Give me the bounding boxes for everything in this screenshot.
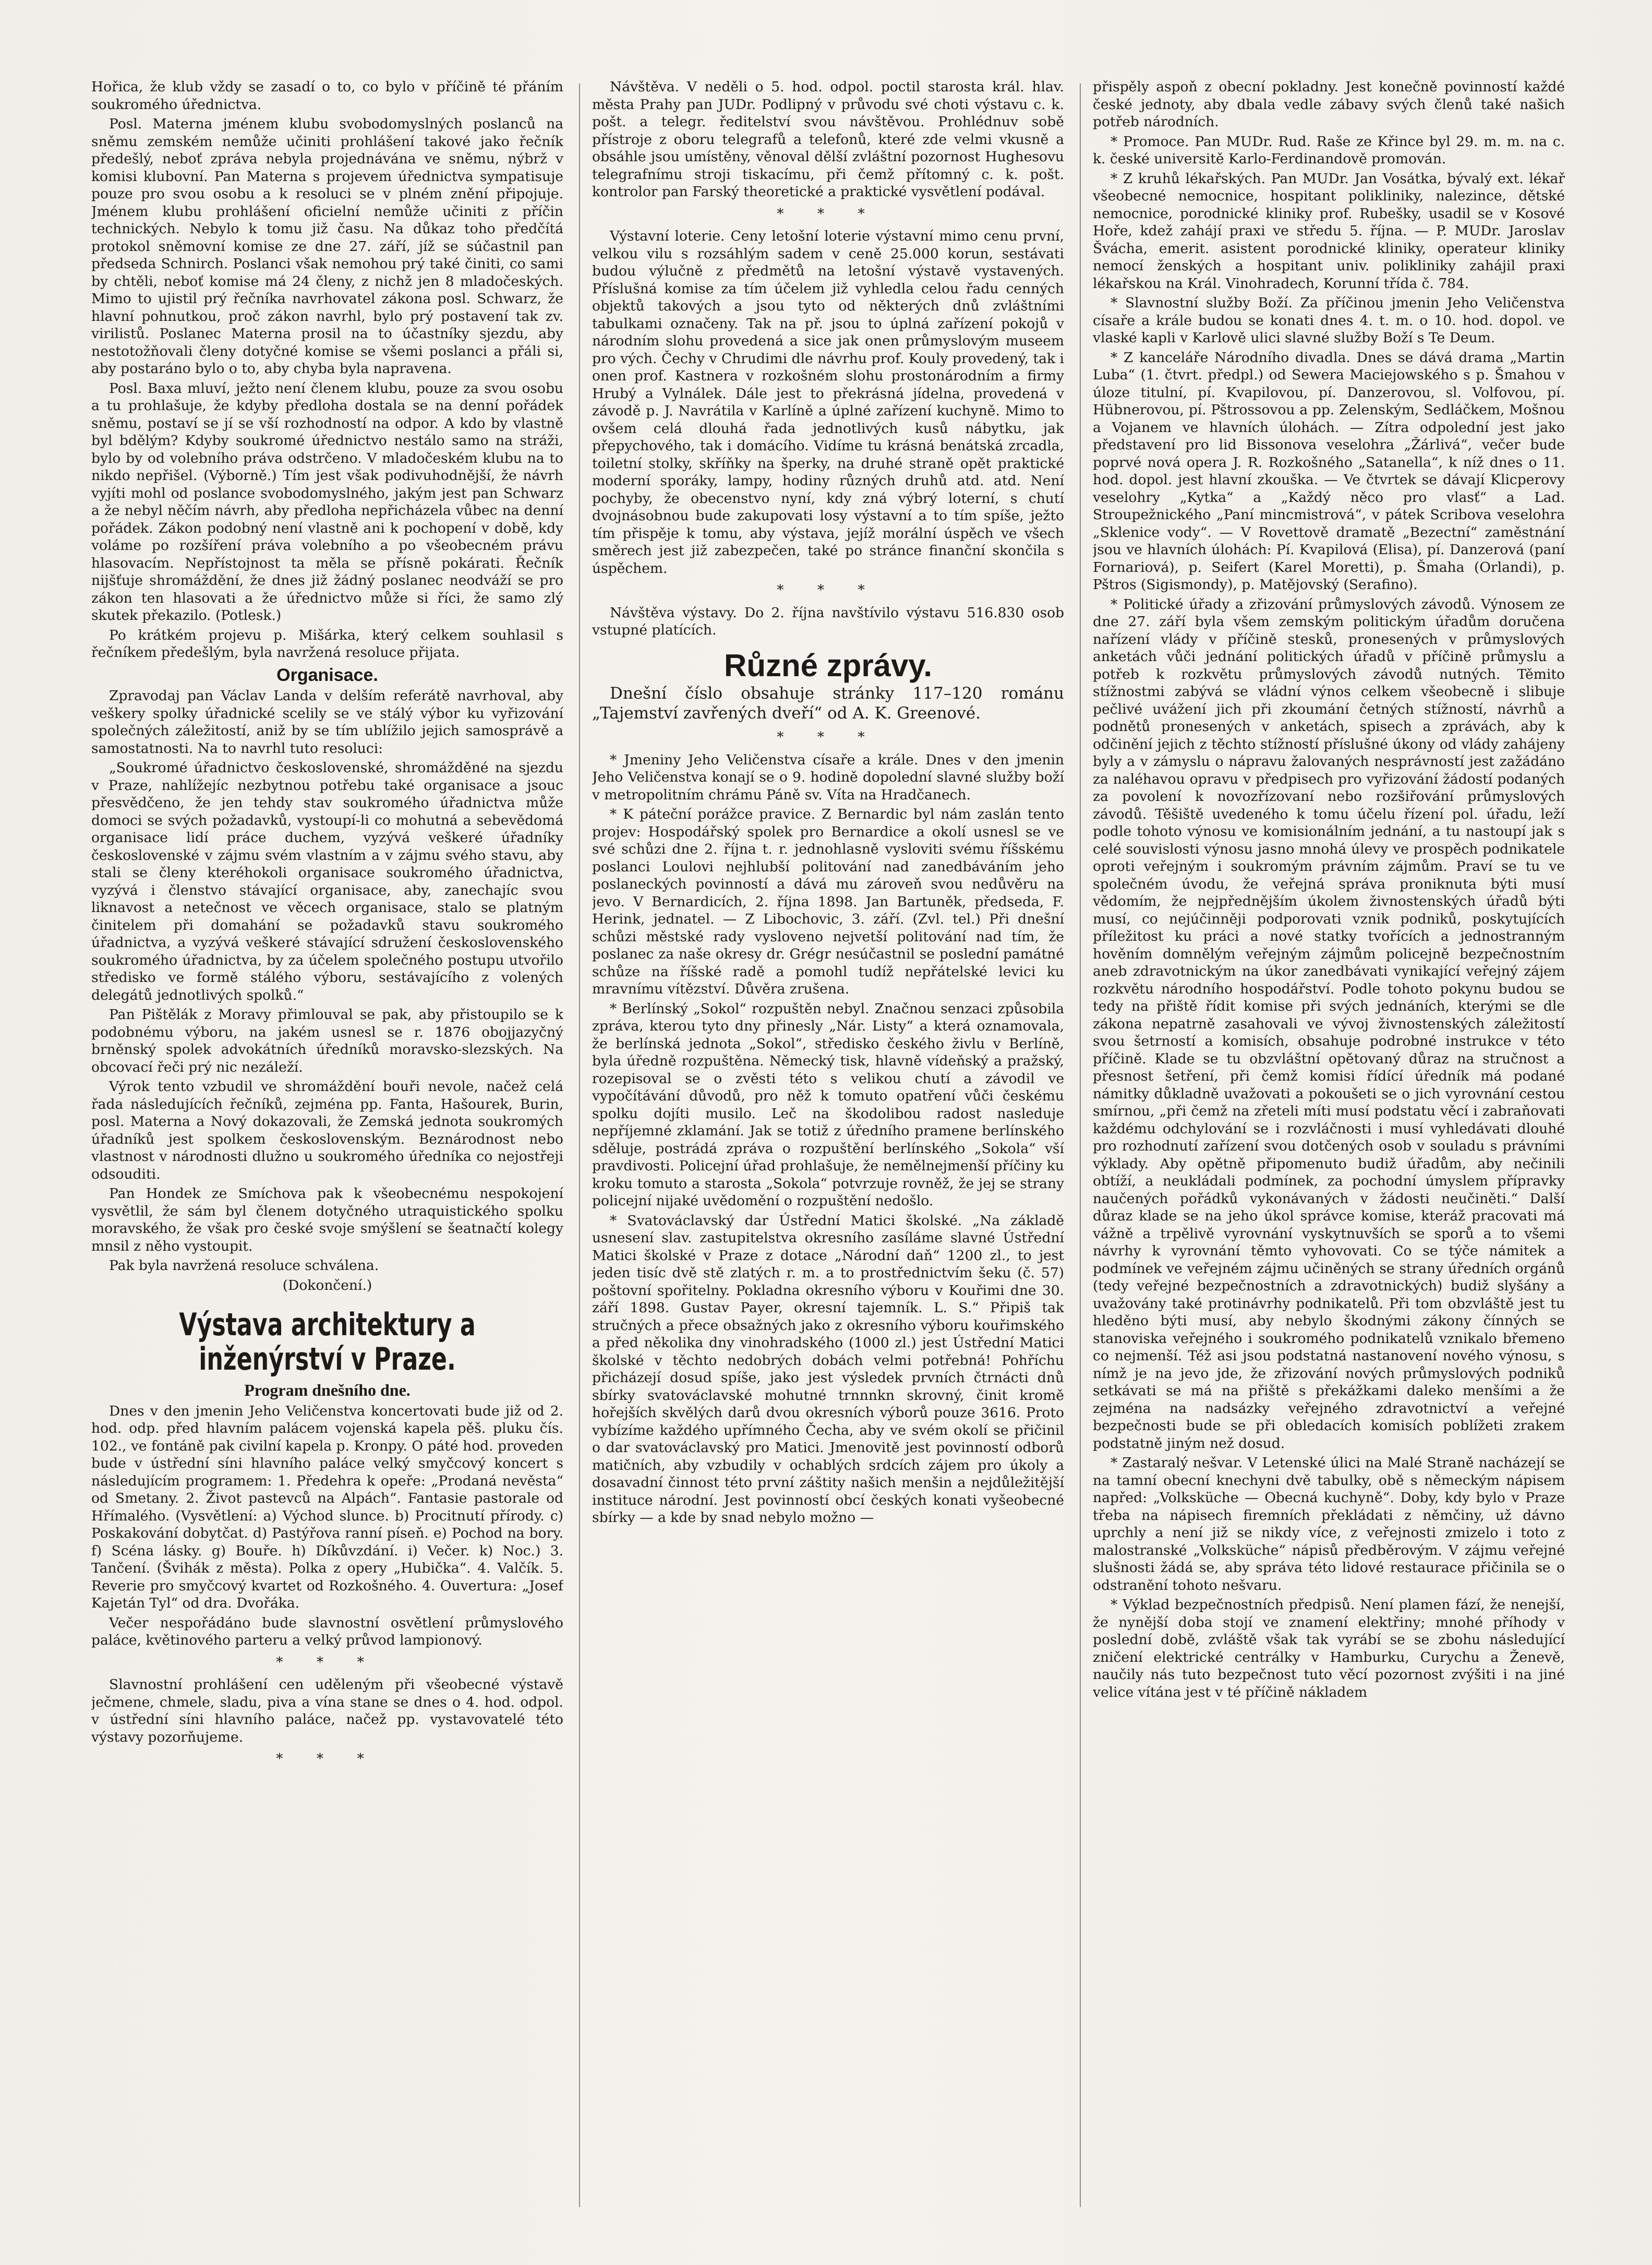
paragraph: Pan Pištělák z Moravy přimlouval se pak, aby přistoupilo se k podobnému výboru, na jakém usnesl se r. 1876 obojjazyčný brněnský spolek advokátních úředníků moravsko-slezských. Na obcovací řeči prý nic nezáleží. <box>91 1006 563 1075</box>
separator-stars: * * * <box>777 729 879 745</box>
paragraph: Návštěva výstavy. Do 2. října navštívilo výstavu 516.830 osob vstupné platících. <box>592 604 1064 638</box>
column-left <box>91 78 563 2207</box>
lead-paragraph: Dnešní číslo obsahuje stránky 117–120 románu „Tajemství zavřených dveří“ od A. K. Greenové. <box>592 684 1064 723</box>
paragraph: * Promoce. Pan MUDr. Rud. Raše ze Křince byl 29. m. m. na c. k. české universitě Karlo-Ferdinandově promován. <box>1093 133 1565 167</box>
subheading-program: Program dnešního dne. <box>244 1381 411 1399</box>
separator-stars: * * * <box>777 205 879 222</box>
paragraph: * Z kanceláře Národního divadla. Dnes se dává drama „Martin Luba“ (1. čtvrt. předpl.) od Sewera Maciejowského s p. Šmahou v úloze titulní, pí. Kvapilovou, pí. Danzerovou, sl. Volfovou, pí. Hübnerovou, pí. Pštrossovou a pp. Zelenským, Sedláčkem, Mošnou a Vojanem ve hlavních úlohách. — Zítra odpolední jest jako představení pro lid Bissonova veselohra „Žárlivá“, večer bude poprvé nová opera J. R. Rozkošného „Satanella“, k níž dnes o 11. hod. dopol. jest hlavní zkouška. — Ve čtvrtek se dávají Klicperovy veselohry „Kytka“ a „Každý něco pro vlasť“ a Lad. Stroupežnického „Paní mincmistrová“, v pátek Scribova veselohra „Sklenice vody“. — V Rovettově dramatě „Bezectní“ zaměstnání jsou ve hlavních úlohách: Pí. Kvapilová (Elisa), pí. Danzerová (paní Fornariová), p. Seifert (Karel Moretti), p. Šmaha (Orlandi), p. Pštros (Sigismondy), p. Matějovský (Serafino). <box>1093 349 1565 593</box>
paragraph: * Berlínský „Sokol“ rozpuštěn nebyl. Značnou senzaci způsobila zpráva, kterou tyto dny přinesly „Nár. Listy“ a která oznamovala, že berlínská jednota „Sokol“, středisko českého živlu v Berlíně, byla úředně rozpuštěna. Německý tisk, hlavně vídeňský a pražský, rozepisoval se o zvěsti této s velikou chutí a závodil ve vypočítávání důvodů, pro něž k tomuto opatření vůči českému spolku dojíti musilo. Leč na škodolibou radost nasleduje nepříjemné zklamání. Jak se totiž z úředního pramene berlínského sděluje, postrádá zpráva o rozpuštění berlínského „Sokola“ vší pravdivosti. Policejní úřad prohlašuje, že nemělnejmenší příčiny ku kroku tomuto a starosta „Sokola“ potvrzuje rovněž, že jej se strany policejní nijaké uvědomění o rozpuštění nedošlo. <box>592 1000 1064 1209</box>
paragraph: Posl. Materna jménem klubu svobodomyslných poslanců na sněmu zemském nemůže učiniti prohlášení takové jako řečník předešlý, neboť zpráva nebyla projednávána ve sněmu, nýbrž v komisi klubovní. Pan Materna s projevem úřednictva sympatisuje pouze pro svou osobu a k resoluci se v plném znění připojuje. Jménem klubu prohlášení oficielní nemůže učiniti z příčin technických. Nebylo k tomu již času. Na důkaz toho předčítá protokol sněmovní komise ze dne 27. září, jíž se súčastnil pan předseda Schnirch. Poslanci však nemohou prý také činiti, co sami by chtěli, neboť komise má 24 členy, z nichž jen 8 mladočeských. Mimo to ujistil prý řečníka navrhovatel zákona posl. Schwarz, že hlavní pohnutkou, proč zákon navrhl, bylo prý postavení tak zv. virilistů. Poslanec Materna prosil na to účastníky sjezdu, aby nestotožňovali členy dotyčné komise se všemi poslanci a přáli si, aby postaráno bylo o to, aby chyba byla napravena. <box>91 116 563 377</box>
paragraph: Hořica, že klub vždy se zasadí o to, co bylo v příčině té přáním soukromého úřednictva. <box>91 79 563 113</box>
paragraph: Posl. Baxa mluví, ježto není členem klubu, pouze za svou osobu a tu prohlašuje, že kdyby předloha dostala se na denní pořádek sněmu, postaví se jí se vší rozhodností na odpor. A kdo by vlastně byl bdělým? Kdyby soukromé úřednictvo nestálo samo na stráži, bylo by od volebního práva odstrčeno. V mladočeském klubu na to nikdo nepřišel. (Výborně.) Tím jest však podivuhodnější, že návrh vyjíti mohl od poslance svobodomyslného, jakým jest pan Schwarz a že nebyl něčím návrh, aby předloha nepřicházela vůbec na denní pořádek. Zákon podobný není vlastně ani k pochopení v době, kdy voláme po rozšíření práva volebního a po všeobecném právu hlasovacím. Nepřístojnost ta měla se přísně pokárati. Řečník nijšťuje shromáždění, že dnes již žádný poslanec neodváží se pro zákon ten hlasovati a že úřednictvo může si říci, že samo zlý skutek překazilo. (Potlesk.) <box>91 380 563 624</box>
column-middle <box>592 78 1064 2207</box>
paragraph: * Svatováclavský dar Ústřední Matici školské. „Na základě usnesení slav. zastupitelstva okresního zasíláme slavné Ústřední Matici školské v Praze z dotace „Národní daň“ 1200 zl., to jest jeden tisíc dvě stě zlatých r. m. a to prostřednictvím šeku (č. 57) poštovní spořitelny. Pokladna okresního výboru v Kouřimi dne 30. září 1898. Gustav Payer, okresní tajemník. L. S.“ Připiš tak stručných a přece obsažných jako z okresního výboru kouřimského a před několika dny vinohradského (1000 zl.) jest Ústřední Matici školské v těchto nedobrých dobách velmi potřebná! Pohříchu přicházejí dosud spíše, jako jest výsledek prvních čtrnácti dnů sbírky svatováclavské mohutné trnnnkn skrovný, činit kromě hořejších skvělých darů dvou okresních výborů pouze 3616. Proto vybízíme každého upřímného Čecha, aby ve svém okolí se přičinil o dar svatováclavský pro Matici. Jmenovitě jest povinností odborů matičních, aby vzbudily v ochablých srdcích zájem pro úkoly a dosavadní činnost této první záštity našich menšin a nejdůležitější instituce národní. Jest povinností obcí českých konati vyšeobecné sbírky — a kde by snad nebylo možno — <box>592 1212 1064 1526</box>
column-right <box>1093 78 1565 2207</box>
paragraph: * Slavnostní služby Boží. Za příčinou jmenin Jeho Veličenstva císaře a krále budou se konati dnes 4. t. m. o 10. hod. dopol. ve vlaské kapli v Karlově ulici slavné služby Boží s Te Deum. <box>1093 295 1565 346</box>
paragraph: Dnes v den jmenin Jeho Veličenstva koncertovati bude již od 2. hod. odp. před hlavním palácem vojenská kapela pěš. pluku čís. 102., ve fontáně pak civilní kapela p. Kronpy. O páté hod. proveden bude v ústřední síni hlavního paláce velký smyčcový koncert s následujícím programem: 1. Předehra k opeře: „Prodaná nevěsta“ od Smetany. 2. Život pastevců na Alpách“. Fantasie pastorale od Hřímalého. (Vysvětlení: a) Východ slunce. b) Procitnutí přírody. c) Poskakování dobytčat. d) Pastýřova ranní píseň. e) Pochod na bory. f) Scéna lásky. g) Bouře. h) Díkůvzdání. i) Večer. k) Noc.) 3. Tančení. (Švihák z města). Polka z opery „Hubička“. 4. Valčík. 5. Reverie pro smyčcový kvartet od Rozkošného. 4. Ouvertura: „Josef Kajetán Tyl“ od dra. Dvořáka. <box>91 1403 563 1611</box>
paragraph: Pan Hondek ze Smíchova pak k všeobecnému nespokojení vysvětlil, že sám byl členem dotyčného utraquistického spolku moravského, že však pro české svoje smýšlení se šeatnačtí kolegy mnsil z něho vystoupit. <box>91 1185 563 1254</box>
paragraph: * K páteční porážce pravice. Z Bernardic byl nám zaslán tento projev: Hospodářský spolek pro Bernardice a okolí usnesl se ve své schůzi dne 2. října t. r. jednohlasně vysloviti svému říšskému poslanci Loulovi nejhlubší politování nad zanedbáváním jeho poslaneckých povinností a dává mu zároveň svou nedůvěru na jevo. V Bernardicích, 2. října 1898. Jan Bartuněk, předseda, F. Herink, jednatel. — Z Libochovic, 3. září. (Zvl. tel.) Při dnešní schůzi městské rady vysloveno nejvetší politování nad tím, že poslanec za naše okresy dr. Grégr nesúčastnil se poslední památné schůze na říšské radě a pomohl tudíž nepřátelské levici ku mravnímu vítězství. Důvěra zrušena. <box>592 806 1064 997</box>
paragraph: „Soukromé úřadnictvo československé, shromážděné na sjezdu v Praze, nahlížejíc nezbytnou potřebu také organisace a jsouc přesvědčeno, že jen tehdy stav soukromého úřadnictva může domoci se svých požadavků, vystoupí-li co mohutná a sebevědomá organisace lidí práce duchem, vyzývá veškeré úřadníky československé v zájmu svém vlastním a v zájmu svého stavu, aby stali se členy kteréhokoli organisace soukromého úřadnictva, vyzývá i členstvo stávající organisace, aby, zanechajíc svou liknavost a netečnost ve věcech organisace, stalo se platným činitelem při domahání se požadavků stavu soukromého úřadnictva, a vyzývá veškeré stávající sdružení československého soukromého úřadnictva, by za účelem společného postupu utvořilo středisko ve formě stálého výboru, sestávajícího z volených delegátů jednotlivých spolků.“ <box>91 760 563 1003</box>
paragraph: Pak byla navržená resoluce schválena. <box>109 1257 379 1274</box>
paragraph: * Politické úřady a zřizování průmyslových závodů. Výnosem ze dne 27. září byla všem zemským politickým úřadům doručena nařízení vlády v příčině stesků, pronesených v průmyslových anketách vůči jednání politických úřadů v příčině průmyslu a potřeb k rozkvětu průmyslových závodů nutných. Těmito stížnostmi zabývá se vládní výnos celkem všeobecně i slibuje pečlivé uvážení jich při zkoumání četných stížností, návrhů a podnětů pronesených v anketách, spisech a zprávách, aby k odčinění jejich z těchto stížností příslušné úkony od vlády zahájeny byly a v zámyslu o nápravu žalovaných nesprávností jest zažádáno za naléhavou opravu v předpisech pro vyřizování žádostí podaných za povolení k novozřízovaní nebo rozšiřování průmyslových závodů. Těšiště uvedeného k tomu účelu řízení pol. úřadu, leží podle tohoto výnosu ve komisionálním jednání, a tu nastoupí jak s celé souvislosti výnosu jasno mnohá úlevy ve prospěch podnikatele oproti veřejným i soukromým právním zájmům. Praví se tu ve společném úvodu, že veřejná správa proniknuta býti musí vědomím, že nejpřednějším úkolem živnostenských úřadů býti musí, co nejúčinněji podporovati vznik podniků, poskytujících příležitost ku práci a nové statky tvořících a jednostranným hověním domnělým veřejným zájmům policejně bezpečnostním aneb zdravotnickým na úkor zanedbávati vynikající veřejný zájem rozkvětu národního hospodářství. Podle tohoto pokynu budou se tedy na přiště řídit komise při svých jednáních, kterými se dle zákona nepatrně zasahovali ve vývoj živnostenských záležitostí svou šetrností a komisích, obsahuje podrobné instrukce v této příčině. Klade se tu obzvláštní opětovaný důraz na stručnost a přesnost šetření, při čemž komisi řídící úředník má podané námitky důkladně uvažovati a pokoušeti se o jich vyrovnání cestou smírnou, „při čemž na zřeteli míti musí podstatu věcí i zabraňovati každému odchylování se i rozvláčnosti i musí vyhledávati dlouhé pro rozhodnutí zařízení svou dotčených osob v souladu s právními výklady. Aby opětně připomenuto budiž úřadům, aby nečinili obtíží, a neukládali podmínek, za pochodní úmyslem přípravky naučených pořádků vykonávaných v žádosti neučiněti.“ Další důraz klade se na jeho úkol správce komise, kteráž pracovati má vážně a trpělivě vyrovnání vyskytnuvších se sporů a to všemi návrhy k vyrovnání těmto vyhovovati. Co se týče námitek a podmínek ve veřejném zájmu učiněných se strany úředních orgánů (tedy veřejné bezpečnostních a zdravotnických) budiž slyšány a uvažovány také protinávrhy podnikatelů. Při tom obzvláště jest tu hleděno býti musí, aby nebylo škodnými zákony čínných se stanoviska veřejného i soukromého podnikatelů vznikalo břemeno co nejmenší. Též asi jsou podstatná nastanovení nového výnosu, s nímž je na jevo jde, že zřizování nových průmyslových podniků setkávati se má na přiště s překážkami daleko menšími a že zejména na nadsázky veřejného zdravotnictví a veřejné bezpečnosti bude se při obledacích komisích poblížeti zrakem podstatně jiným než dosud. <box>1093 596 1565 1452</box>
paragraph: Výrok tento vzbudil ve shromáždění bouři nevole, načež celá řada následujících řečníků, zejména pp. Fanta, Hašourek, Burin, posl. Materna a Nový dokazovali, že Zemská jednota soukromých úřadníků jest spolkem československým. Beznárodnost nebo vlastnost v národnosti dlužno u soukromého úředníka co nejostřeji odsouditi. <box>91 1078 563 1182</box>
headline-ruzne-zpravy: Různé zprávy. <box>724 648 932 683</box>
separator-stars: * * * <box>777 582 879 598</box>
separator-stars: * * * <box>276 1653 379 1670</box>
paragraph: Po krátkém projevu p. Mišárka, který celkem souhlasil s řečníkem předešlým, byla navržená resoluce přijata. <box>91 627 563 661</box>
column-rule <box>579 83 580 2207</box>
paragraph: Návštěva. V neděli o 5. hod. odpol. poctil starosta král. hlav. města Prahy pan JUDr. Podlipný v průvodu své choti výstavu c. k. pošt. a telegr. ředitelství svou návštěvou. Prohlédnuv sobě přístroje z oboru telegrafů a telefonů, které zde velmi vkusně a obsáhle jsou umístěny, věnoval dělší zvláštní pozornost Hughesovu telegrafnímu stroji tiskacímu, při čemž přítomný c. k. pošt. kontrolor pan Farský theoretické a praktické vysvětlení podával. <box>592 79 1064 200</box>
headline-vystava: Výstava architektury a inženýrství v Praze. <box>179 1307 476 1377</box>
paragraph: přispěly aspoň z obecní pokladny. Jest konečně povinností každé české jednoty, aby dbala vedle zábavy svých členů také našich potřeb národních. <box>1093 79 1565 130</box>
paragraph: * Výklad bezpečnostních předpisů. Není plamen fází, že nenejší, že nynější doba stojí ve znamení elektřiny; mnohé příhody v poslední době, zvláště však tak vyrábí se se zbohu následující zničení elektrické centrálky v Hamburku, Curychu a Ženevě, naučily nás tuto bezpečnost tuto věcí pozornost zvýšiti i na jiné velice vítána jest v té příčině nákladem <box>1093 1597 1565 1700</box>
continuation-note: (Dokončení.) <box>282 1277 372 1293</box>
paragraph: Večer nespořádáno bude slavnostní osvětlení průmyslového paláce, květinového parteru a velký průvod lampionový. <box>91 1614 563 1648</box>
paragraph: Výstavní loterie. Ceny letošní loterie výstavní mimo cenu první, velkou vilu s rozsáhlým sadem v ceně 25.000 korun, sestávati budou výlučně z předmětů na letošní výstavě vystavených. Příslušná komise za tím účelem již vyhledla celou řadu cenných objektů takových a jsou tyto od některých dnů zvláštními tabulkami označeny. Tak na př. jsou to úplná zařízení pokojů v národním slohu provedená a sice jak onen průmyslovým museem pro vých. Čechy v Chrudimi dle návrhu prof. Kouly provedený, tak i onen prof. Kastnera v rozkošném slohu prostonárodním a firmy Hrubý a Vylnálek. Dále jest to překrásná jídelna, provedená v závodě p. J. Navrátila v Karlíně a úplné zařízení kuchyně. Mimo to ovšem celá dlouhá řada jednotlivých kusů nábytku, jak přepychového, tak i domácího. Vidíme tu krásná benátská zrcadla, toiletní stolky, skříňky na šperky, na druhé straně opět praktické moderní sporáky, lampy, hodiny různých druhů atd. atd. Není pochyby, že obecenstvo nyní, kdy zná výbrý loterní, s chutí dvojnásobnou bude zakupovati losy výstavní a to tím spíše, ježto tím přispěje k tomu, aby výstava, jejíž morální úspěch ve všech směrech jest již zabezpečen, také po stránce finanční skončila s úspěchem. <box>592 228 1064 577</box>
separator-stars: * * * <box>276 1751 379 1767</box>
paragraph: * Jmeniny Jeho Veličenstva císaře a krále. Dnes v den jmenin Jeho Veličenstva konají se o 9. hodině dopolední slavné služby boží v metropolitním chrámu Páně sv. Víta na Hradčanech. <box>592 751 1064 803</box>
section-heading-organisace: Organisace. <box>276 665 378 685</box>
column-rule <box>1080 83 1081 2207</box>
paragraph: * Zastaralý nešvar. V Letenské úlici na Malé Straně nacházejí se na tamní obecní knechyni dvě tabulky, obě s německým nápisem napřed: „Volksküche — Obecná kuchyně“. Doby, kdy bylo v Praze třeba na nápisech firemních překládati z němčiny, už dávno uprchly a není již se nikdy více, z veřejnosti zmizelo i toto z malostranské „Volksküche“ nápisů předběrovým. V zájmu veřejné slušnosti žádá se, aby správa této lidové restaurace přičinila se o odstranění tohoto nešvaru. <box>1093 1455 1565 1593</box>
paragraph: Slavnostní prohlášení cen uděleným při všeobecné výstavě ječmene, chmele, sladu, piva a vína stane se dnes o 4. hod. odpol. v ústřední síni hlavního paláce, načež pp. vystavovatelé této výstavy pozorňujeme. <box>91 1676 563 1745</box>
paragraph: * Z kruhů lékařských. Pan MUDr. Jan Vosátka, bývalý ext. lékař všeobecné nemocnice, hospitant polikliniky, nalezince, dětské nemocnice, porodnické kliniky prof. Rubešky, usadil se v Kosové Hoře, kdež zahájí praxi ve středu 5. října. — P. MUDr. Jaroslav Švácha, emerit. asistent porodnické kliniky, operateur kliniky nemocí ženských a hospitant univ. polikliniky zahájil praxi lékařskou na Král. Vinohradech, Korunní třída č. 784. <box>1093 170 1565 292</box>
paragraph: Zpravodaj pan Václav Landa v delším referátě navrhoval, aby veškery spolky úřadnické scelily se ve stálý výbor ku vyřizování společných záležitostí, aniž by se tím ublížilo jejich samosprávě a samostatnosti. Na to navrhl tuto resoluci: <box>91 688 563 757</box>
